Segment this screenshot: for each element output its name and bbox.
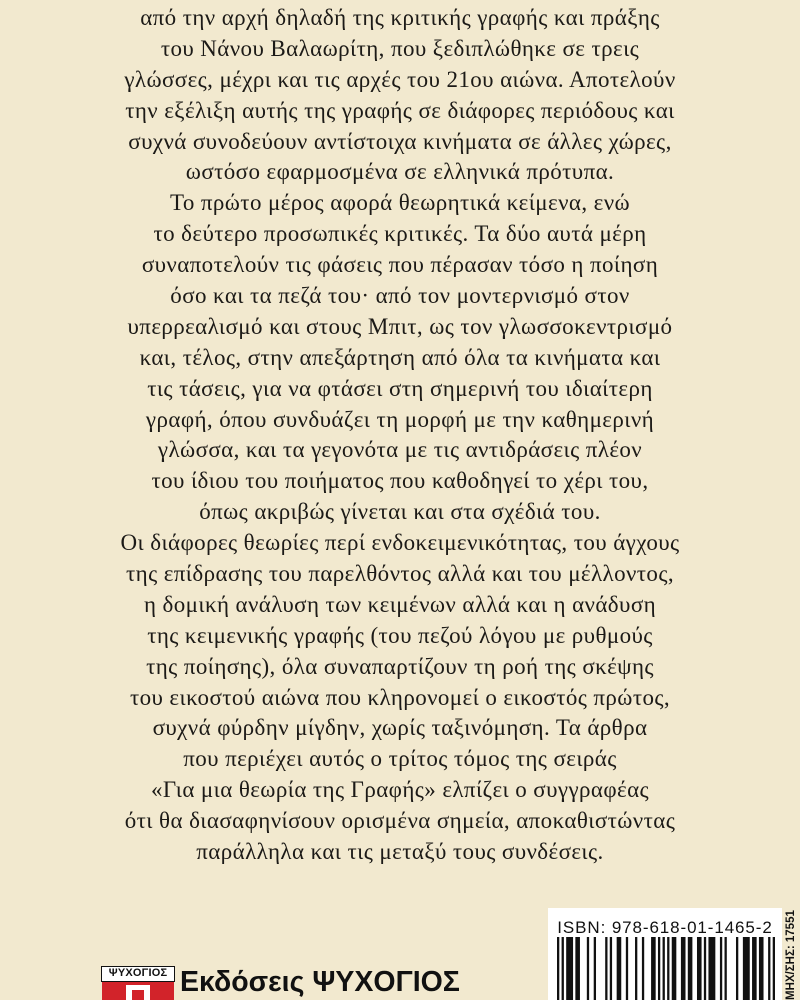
text-line: ότι θα διασαφηνίσουν ορισμένα σημεία, αποκαθιστώντας <box>124 808 676 834</box>
text-line: το δεύτερο προσωπικές κριτικές. Τα δύο αυτά μέρη <box>153 221 647 247</box>
text-line: του Νάνου Βαλαωρίτη, που ξεδιπλώθηκε σε τρεις <box>160 35 640 61</box>
text-line: συχνά συνοδεύουν αντίστοιχα κινήματα σε άλλες χώρες, <box>128 128 672 154</box>
barcode-bar <box>667 937 669 1000</box>
barcode-bar <box>736 937 738 1000</box>
barcode-bar <box>768 937 770 1000</box>
barcode-bar <box>562 937 564 1000</box>
barcode-bar <box>725 937 727 1000</box>
text-line: και, τέλος, στην απεξάρτηση από όλα τα κινήματα και <box>139 344 661 370</box>
publisher-logo <box>101 966 175 1000</box>
text-line: την εξέλιξη αυτής της γραφής σε διάφορες περιόδους και <box>125 97 675 123</box>
isbn-number: ISBN: 978-618-01-1465-2 <box>557 918 773 937</box>
barcode-bar <box>688 937 693 1000</box>
text-line: της επίδρασης του παρελθόντος αλλά και του μέλλοντος, <box>126 561 674 587</box>
text-line: Οι διάφορες θεωρίες περί ενδοκειμενικότητας, του άγχους <box>120 530 680 556</box>
barcode-bar <box>697 937 702 1000</box>
barcode-bar <box>605 937 607 1000</box>
barcode-bar <box>566 937 573 1000</box>
text-line: η δομική ανάλυση των κειμένων αλλά και η ανάδυση <box>143 591 657 617</box>
barcode-bar <box>626 937 628 1000</box>
barcode-bar <box>743 937 750 1000</box>
text-line: Το πρώτο μέρος αφορά θεωρητικά κείμενα, ενώ <box>169 190 631 216</box>
barcode-bar <box>663 937 665 1000</box>
paragraph-3 <box>0 528 800 868</box>
paragraph-2 <box>0 188 800 528</box>
barcode-bar <box>610 937 612 1000</box>
text-line: του ίδιου του ποιήματος που καθοδηγεί το χέρι του, <box>151 468 649 494</box>
text-line: «Για μια θεωρία της Γραφής» ελπίζει ο συγγραφέας <box>150 777 650 803</box>
barcode-bar <box>651 937 656 1000</box>
barcode-bar <box>672 937 677 1000</box>
text-line: του εικοστού αιώνα που κληρονομεί ο εικοστός πρώτος, <box>129 684 671 710</box>
text-line: συχνά φύρδην μίγδην, χωρίς ταξινόμηση. Τα άρθρα <box>152 715 648 741</box>
text-line: τις τάσεις, για να φτάσει στη σημερινή του ιδιαίτερη <box>147 375 653 401</box>
barcode-bar <box>773 937 775 1000</box>
text-line: γραφή, όπου συνδυάζει τη μορφή με την καθημερινή <box>145 406 655 432</box>
text-line: υπερρεαλισμό και στους Μπιτ, ως τον γλωσσοκεντρισμό <box>127 313 673 339</box>
text-line: ωστόσο εφαρμοσμένα σε ελληνικά πρότυπα. <box>185 159 615 185</box>
barcode-bar <box>759 937 764 1000</box>
barcode-bar <box>720 937 722 1000</box>
barcode-bar <box>642 937 644 1000</box>
text-line: της ποίησης), όλα συναπαρτίζουν τη ροή της σκέψης <box>146 653 654 679</box>
barcode-bar <box>587 937 589 1000</box>
barcode-bar <box>557 937 559 1000</box>
text-line: όπως ακριβώς γίνεται και στα σχέδιά του. <box>199 499 601 525</box>
text-line: που περιέχει αυτός ο τρίτος τόμος της σειράς <box>183 746 617 772</box>
barcode-bar <box>681 937 686 1000</box>
text-line: παράλληλα και τις μεταξύ τους συνδέσεις. <box>196 839 604 865</box>
isbn-label <box>548 908 782 1000</box>
text-line: γλώσσα, και τα γεγονότα με τις αντιδράσεις πλέον <box>157 437 643 463</box>
barcode-bar <box>575 937 580 1000</box>
text-line: της κειμενικής γραφής (του πεζού λόγου με ρυθμούς <box>147 622 653 648</box>
publisher-name: Εκδόσεις ΨΥΧΟΓΙΟΣ <box>180 966 460 998</box>
print-code-vertical: ΜΗΧ/ΣΗΣ: 17551 <box>785 910 797 1000</box>
barcode-bar <box>704 937 706 1000</box>
paragraph-1 <box>0 3 800 188</box>
text-line: από την αρχή δηλαδή της κριτικής γραφής και πράξης <box>140 5 660 30</box>
back-cover-blurb <box>0 3 800 868</box>
text-line: συναποτελούν τις φάσεις που πέρασαν τόσο η ποίηση <box>141 252 659 278</box>
barcode-bar <box>594 937 596 1000</box>
barcode-bar <box>635 937 637 1000</box>
publisher-emblem-icon <box>101 982 175 1000</box>
barcode-bar <box>617 937 622 1000</box>
barcode-bar <box>752 937 757 1000</box>
barcode-bar <box>658 937 660 1000</box>
logo-wordmark: ΨΥΧΟΓΙΟΣ <box>101 966 175 982</box>
text-line: γλώσσες, μέχρι και τις αρχές του 21ου αιώνα. Αποτελούν <box>124 66 676 92</box>
text-line: όσο και τα πεζά του· από τον μοντερνισμό στον <box>170 283 630 309</box>
barcode <box>557 937 775 1000</box>
barcode-bar <box>708 937 715 1000</box>
